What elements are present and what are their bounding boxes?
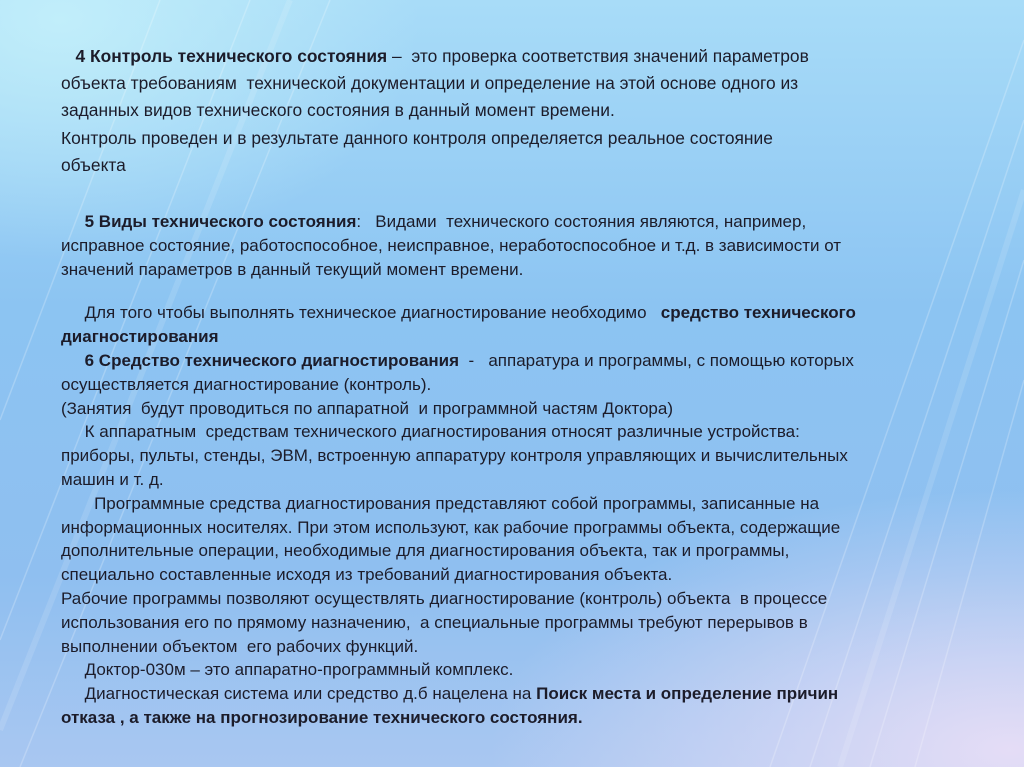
text: Диагностическая система или средство д.б нацелена на: [84, 684, 537, 704]
text: объекта требованиям технической документации и определение на этой основе одного из: [61, 73, 799, 94]
text: машин и т. д.: [61, 469, 164, 489]
text: Для того чтобы выполнять техническое диагностирование необходимо: [84, 303, 661, 323]
text: – это проверка соответствия значений параметров: [387, 46, 809, 66]
heading-6: 6 Средство технического диагностирования: [84, 350, 460, 370]
emphasis: средство технического: [660, 303, 856, 323]
text: Программные средства диагностирования представляют собой программы, записанные на: [94, 493, 820, 513]
emphasis: диагностирования: [61, 327, 219, 347]
text: заданных видов технического состояния в данный момент времени.: [61, 100, 615, 121]
text: использования его по прямому назначению, а специальные программы требуют перерывов в: [61, 612, 808, 632]
emphasis: отказа , а также на прогнозирование технического состояния.: [61, 707, 583, 727]
text: К аппаратным средствам технического диагностирования относят различные устройства:: [84, 422, 800, 442]
text: специально составленные исходя из требований диагностирования объекта.: [61, 565, 673, 585]
text: объекта: [61, 154, 126, 175]
text: выполнении объектом его рабочих функций.: [61, 636, 419, 656]
text: приборы, пульты, стенды, ЭВМ, встроенную аппаратуру контроля управляющих и вычислительных: [61, 446, 848, 466]
text: Контроль проведен и в результате данного контроля определяется реальное состояние: [61, 127, 773, 148]
body-text: [61, 210, 856, 730]
emphasis: Поиск места и определение причин: [536, 684, 839, 704]
text: дополнительные операции, необходимые для диагностирования объекта, так и программы,: [61, 541, 790, 561]
text: : Видами технического состояния являются, например,: [356, 212, 807, 231]
text: Рабочие программы позволяют осуществлять диагностирование (контроль) объекта в процессе: [61, 588, 828, 608]
paragraph-technical-condition-control: [61, 43, 809, 179]
text: - аппаратура и программы, с помощью которых: [459, 350, 854, 370]
heading-5: 5 Виды технического состояния: [84, 212, 357, 231]
text: Доктор-030м – это аппаратно-программный комплекс.: [84, 660, 514, 680]
text: (Занятия будут проводиться по аппаратной и программной частям Доктора): [61, 398, 673, 418]
text: значений параметров в данный текущий момент времени.: [61, 259, 524, 279]
text: исправное состояние, работоспособное, неисправное, неработоспособное и т.д. в зависимости от: [61, 235, 842, 255]
heading-4: 4 Контроль технического состояния: [75, 46, 388, 66]
text: информационных носителях. При этом используют, как рабочие программы объекта, содержащие: [61, 517, 841, 537]
text: осуществляется диагностирование (контроль).: [61, 374, 432, 394]
